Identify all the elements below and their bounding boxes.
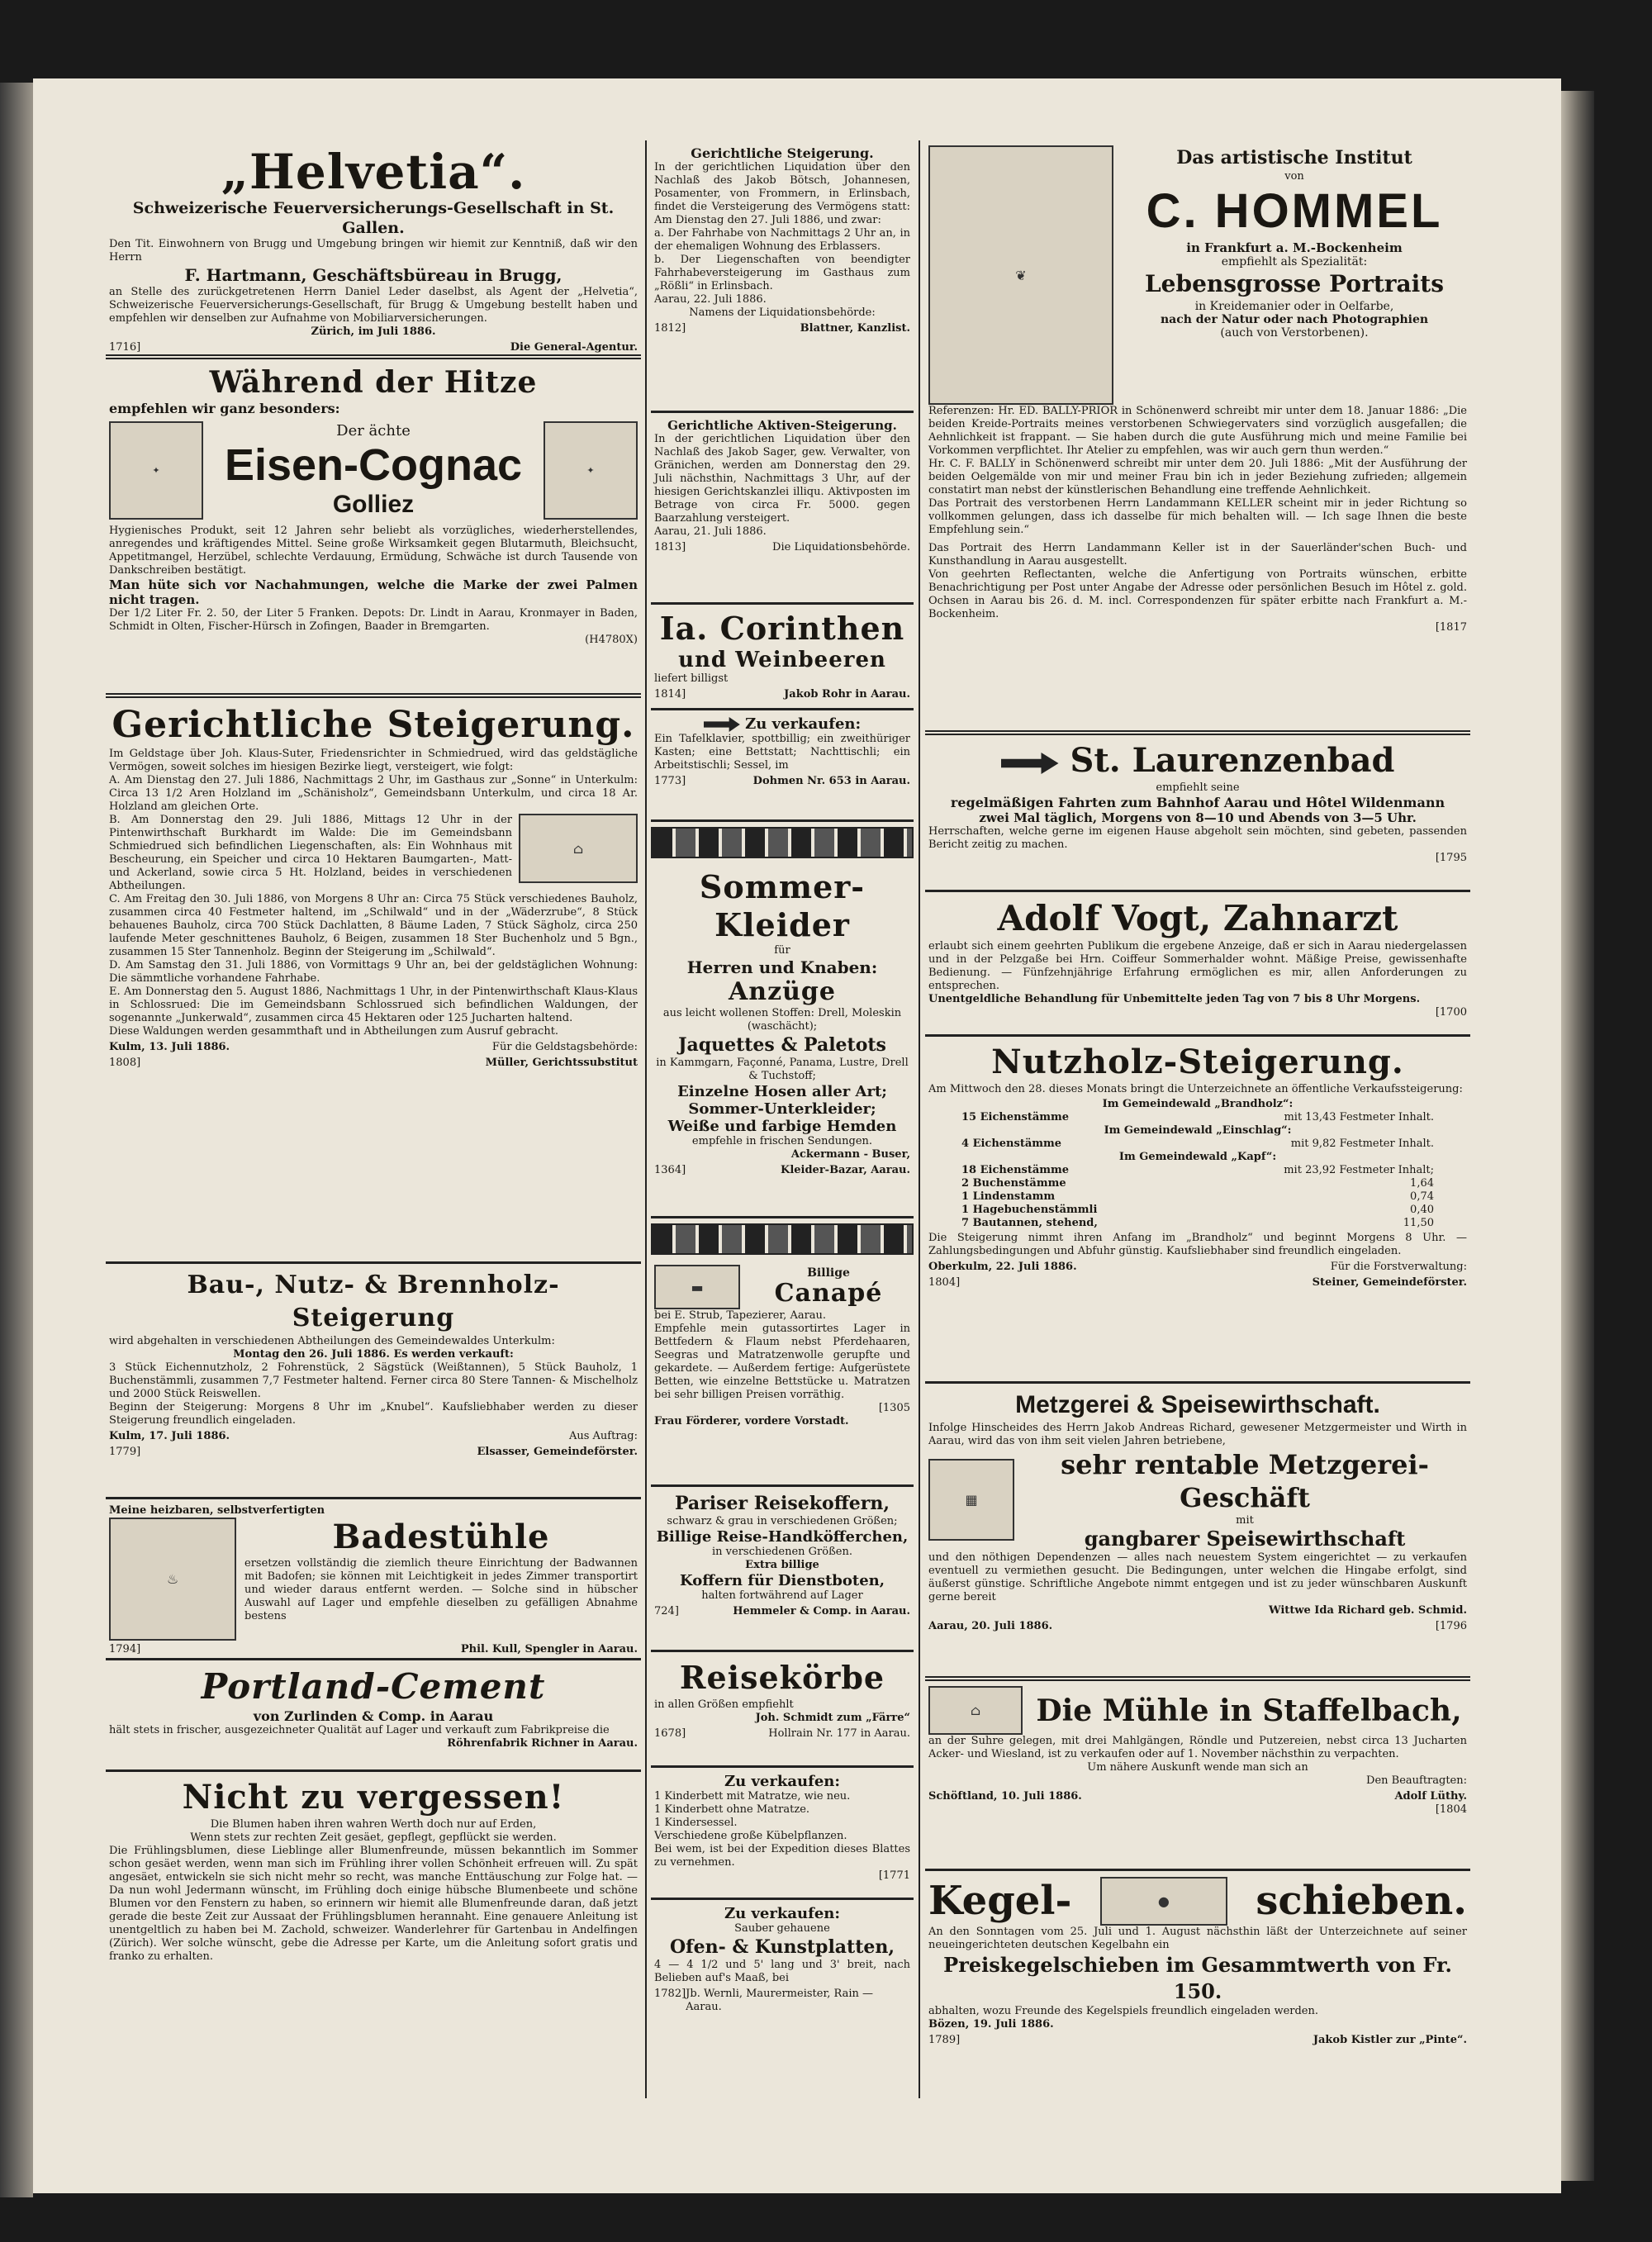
ad-authority: Für die Geldstagsbehörde:: [491, 1041, 638, 1053]
ad-authority: Aus Auftrag:: [568, 1430, 638, 1442]
ad-title: Gerichtliche Aktiven-Steigerung.: [667, 418, 897, 433]
ad-title: Reisekörbe: [679, 1659, 885, 1696]
ad-footer: [109, 1057, 638, 1070]
ad-footer: [109, 1041, 638, 1054]
building-icon: ▦: [928, 1459, 1014, 1541]
ad-nature: nach der Natur oder nach Photographien: [1160, 313, 1429, 326]
ad-title: Zu verkaufen:: [724, 1773, 841, 1790]
ad-display: Das Portrait des Herrn Landammann Keller ist in der Sauerländer'schen Buch- und Kunsthandlung in Aarau ausgestellt.: [928, 542, 1467, 568]
ad-footer: [109, 341, 638, 354]
ad-ref: [1796: [1435, 1620, 1467, 1632]
ad-laurenzenbad: [925, 735, 1470, 892]
ad-colors: schwarz & grau in verschiedenen Größen;: [667, 1515, 898, 1527]
ad-body: erlaubt sich einem geehrten Publikum die ergebene Anzeige, daß er sich in Aarau niedergelassen und in der Pelzgaße bei Hrn. Coiffeur Sommerhalder wohnt. Mäßige Preise, gewissenhafte Bedienung. — Fünfzehnjährige Erfahrung ermöglichen es mir, allen Anforderungen zu entsprechen.: [928, 940, 1467, 992]
portrait-illustration-icon: ❦: [928, 145, 1113, 405]
ad-footer: [109, 1430, 638, 1443]
ad-big: sehr rentable Metzgerei-Geschäft: [1061, 1449, 1429, 1513]
ad-place-date: Kulm, 13. Juli 1886.: [109, 1041, 230, 1053]
ad-ref: 1814]: [654, 688, 686, 701]
ad-wirt: gangbarer Speisewirthschaft: [1084, 1527, 1406, 1551]
ad-cognac: [106, 359, 641, 698]
hommel-header: [928, 145, 1467, 405]
ad-footer: [928, 2034, 1467, 2047]
ornament-band: [651, 827, 914, 858]
ad-title-text: Zu verkaufen:: [745, 715, 862, 733]
ad-note: Herrschaften, welche gerne im eigenen Hause abgeholt sein möchten, sind gebeten, passenden Bericht zeitig zu machen.: [928, 825, 1467, 851]
ad-place-date: Aarau, 21. Juli 1886.: [654, 525, 767, 538]
ad-send: empfehle in frischen Sendungen.: [691, 1135, 873, 1147]
ad-title: Adolf Vogt, Zahnarzt: [997, 898, 1398, 938]
ad-by: bei E. Strub, Tapezierer, Aarau.: [654, 1309, 827, 1322]
badestuehle-row: [109, 1518, 638, 1641]
bathtub-icon: ♨: [109, 1518, 236, 1641]
ad-hemden: Weiße und farbige Hemden: [667, 1118, 897, 1135]
list-item: [961, 1138, 1434, 1151]
ad-signer: Müller, Gerichtssubstitut: [485, 1057, 638, 1069]
ad-sommer-kleider: [651, 863, 914, 1218]
cognac-label-left-icon: ✦: [109, 421, 203, 520]
ad-signer: Frau Förderer, vordere Vorstadt.: [654, 1415, 849, 1427]
ad-koffer: [651, 1487, 914, 1652]
ad-verkaufen-kinderbett: [651, 1768, 914, 1900]
ad-ref: 1813]: [654, 541, 686, 553]
bowling-icon: ●: [1100, 1877, 1227, 1926]
ad-body: 4 — 4 1/2 und 5' lang und 3' breit, nach Belieben auf's Maaß, bei: [654, 1959, 910, 1984]
ad-signer: Hemmeler & Comp. in Aarau.: [733, 1605, 910, 1617]
item-label: 2 Buchenstämme: [961, 1177, 1066, 1190]
ad-canape: [651, 1260, 914, 1487]
ad-place-date: Zürich, im Juli 1886.: [311, 325, 436, 338]
ad-lead: empfiehlt seine: [1156, 781, 1240, 794]
list-item: 1 Kinderbett ohne Matratze.: [654, 1803, 810, 1816]
ad-body: In der gerichtlichen Liquidation über den Nachlaß des Jakob Sager, gew. Verwalter, von Gränichen, werden am Donnerstag den 29. Juli nächsthin, Nachmittags 3 Uhr, auf der hiesigen Gerichtskanzlei illiqu. Aktivposten im Betrage von circa Fr. 5000. gegen Baarzahlung versteigert.: [654, 433, 910, 525]
ad-ref: 1364]: [654, 1164, 686, 1176]
ad-ref: [1305: [878, 1402, 910, 1414]
ad-intro: Am Mittwoch den 28. dieses Monats bringt die Unterzeichnete an öffentliche Verkaufssteigerung:: [928, 1083, 1463, 1095]
ad-hommel: [925, 140, 1470, 735]
ad-item-c: C. Am Freitag den 30. Juli 1886, von Morgens 8 Uhr an: Circa 75 Stück verschiedenes Bauholz, zusammen circa 40 Festmeter haltend, im „Schilwald“ und in der „Wäderzrube“, 8 Stück behauenes Bauholz, circa 700 Stück Dachlatten, 8 Bäume Laden, 7 Stück Sägholz, circa 250 laufende Meter geschnittenes Bauholz, 6 Beigen, zusammen 18 Ster Buchenholz und 5 Bgn., zusammen 15 Ster Tannenholz. Beginn der Steigerung im „Schilwald“.: [109, 893, 638, 958]
ad-place-date: Bözen, 19. Juli 1886.: [928, 2018, 1054, 2031]
item-value: 0,74: [1410, 1190, 1434, 1203]
ad-signer: Dohmen Nr. 653 in Aarau.: [752, 775, 910, 787]
ad-body: an Stelle des zurückgetretenen Herrn Daniel Leder daselbst, als Agent der „Helvetia“, Schweizerische Feuerversicherungs-Gesellschaft, für Brugg & Umgebung bestellt haben und empfehlen wir denselben zur Aufnahme von Mobiliarversicherungen.: [109, 286, 638, 325]
ad-item-e: E. Am Donnerstag den 5. August 1886, Nachmittags 1 Uhr, in der Pintenwirthschaft Klaus-Klaus in Schlossrued: Die im Gemeindsbann Schlossrued sich befindlichen Waldungen, der sogenannte „Junkerwald“, zusammen circa 45 Hektaren oder 125 Jucharten haltend.: [109, 986, 638, 1024]
ad-subtitle: und Weinbeeren: [678, 648, 886, 672]
ad-footer: [654, 322, 910, 335]
ad-nutzholz: [925, 1037, 1470, 1384]
ad-title: Bau-, Nutz- & Brennholz-Steigerung: [187, 1271, 560, 1332]
ad-signer: Röhrenfabrik Richner in Aarau.: [447, 1737, 638, 1750]
ad-keller: Das Portrait des verstorbenen Herrn Landammann KELLER scheint mir in jeder Richtung so vollkommen gelungen, dass ich dasselbe für mich behalten will. — Ich sage Ihnen die beste Empfehlung sein.“: [928, 497, 1467, 536]
ad-fabrics2: in Kammgarn, Façonné, Panama, Lustre, Drell & Tuchstoff;: [656, 1057, 909, 1082]
ad-item-b-row: [109, 814, 638, 893]
ad-title: Gerichtliche Steigerung.: [112, 704, 635, 746]
ad-footer: [654, 541, 910, 554]
ad-body: an der Suhre gelegen, mit drei Mahlgängen, Röndle und Putzereien, nebst circa 13 Jucharten Acker- und Wiesland, ist zu verkaufen oder auf 1. November nächsthin zu verpachten.: [928, 1735, 1467, 1760]
ad-billige: Billige: [807, 1266, 850, 1280]
ad-title: Während der Hitze: [209, 365, 538, 400]
ad-ref: [1817: [1435, 621, 1467, 634]
ad-footer: [109, 1643, 638, 1656]
ad-dienst: Koffern für Dienstboten,: [679, 1572, 885, 1589]
ad-signer: Phil. Kull, Spengler in Aarau.: [460, 1643, 638, 1655]
ad-free: Unentgeldliche Behandlung für Unbemittelte jeden Tag von 7 bis 8 Uhr Morgens.: [928, 993, 1421, 1005]
ad-muehle: [925, 1681, 1470, 1871]
ad-verse: Wenn stets zur rechten Zeit gesäet, gepflegt, gepflückt sie werden.: [190, 1831, 557, 1844]
ad-closing: Diese Waldungen werden gesammthaft und in Abtheilungen zum Ausruf gebracht.: [109, 1025, 559, 1038]
ad-bauholz: [106, 1264, 641, 1499]
ad-signer: Jakob Kistler zur „Pinte“.: [1313, 2034, 1467, 2046]
ad-place: in Frankfurt a. M.-Bockenheim: [1186, 240, 1403, 255]
cognac-name: Eisen-Cognac: [224, 440, 523, 490]
ad-body: An den Sonntagen vom 25. Juli und 1. August nächsthin läßt der Unterzeichnete auf seiner neueingerichteten deutschen Kegelbahn ein: [928, 1926, 1467, 1951]
ad-footer: [109, 1446, 638, 1459]
ad-footer: [928, 1261, 1467, 1274]
ad-title: Ia. Corinthen: [659, 610, 905, 647]
ad-ref: 1812]: [654, 322, 686, 335]
ad-item-a: a. Der Fahrhabe von Nachmittags 2 Uhr an, in der ehemaligen Wohnung des Erblassers.: [654, 227, 910, 253]
ad-body: Den Tit. Einwohnern von Brugg und Umgebung bringen wir hiemit zur Kenntniß, daß wir den Herrn: [109, 238, 638, 264]
ad-metzgerei: [925, 1384, 1470, 1681]
ad-title: Portland-Cement: [201, 1666, 546, 1707]
ad-kegel: [925, 1871, 1470, 2069]
nutzholz-list: [928, 1096, 1467, 1232]
ad-ref: [1795: [1435, 852, 1467, 864]
column-1: [106, 140, 641, 2003]
metzgerei-big-block: [1023, 1448, 1467, 1551]
item-label: 1 Hagebuchenstämmli: [961, 1204, 1098, 1216]
column-rule-1: [645, 140, 647, 2098]
ad-bags: Billige Reise-Handköfferchen,: [656, 1528, 909, 1546]
ad-body: Hygienisches Produkt, seit 12 Jahren sehr beliebt als vorzügliches, wiederherstellendes, anregendes und kräftigendes Mittel. Seine große Wirksamkeit gegen Blutarmuth, Bleichsucht, Appetitmangel, Herzübel, schlechte Verdauung, Ermüdung, Schwäche ist durch Tausende von Dankschreiben bestätigt.: [109, 525, 638, 577]
column-2: [651, 140, 914, 2049]
ad-agent: F. Hartmann, Geschäftsbüreau in Brugg,: [184, 265, 563, 285]
ad-signer: Die Liquidationsbehörde.: [772, 541, 910, 553]
ad-intro: wird abgehalten in verschiedenen Abtheilungen des Gemeindewaldes Unterkulm:: [109, 1335, 555, 1347]
pointing-hand-icon: [1001, 753, 1059, 774]
ad-verkaufen-klavier: [651, 710, 914, 822]
ad-footer: [654, 688, 910, 701]
ad-ref: [1771: [878, 1869, 910, 1882]
item-value: 1,64: [1410, 1177, 1434, 1190]
canape-header: [654, 1265, 910, 1309]
ad-item-b: b. Der Liegenschaften von beendigter Fahrhabeversteigerung im Gasthaus zum „Rößli“ in Erlinsbach.: [654, 254, 910, 292]
list-item: [961, 1217, 1434, 1230]
ad-authority: Den Beauftragten:: [1366, 1774, 1467, 1787]
ad-items: 3 Stück Eichennutzholz, 2 Fohrenstück, 2 Sägstück (Weißtannen), 5 Stück Bauholz, 1 Buchenstämmli, zusammen 7,7 Festmeter haltend. Ferner circa 80 Stere Tannen- & Mischelholz und 2000 Stück Reiswellen.: [109, 1361, 638, 1400]
ad-title-part2: schieben.: [1256, 1878, 1467, 1924]
item-value: mit 13,43 Festmeter Inhalt.: [1284, 1111, 1434, 1123]
list-item: 1 Kindersessel.: [654, 1817, 738, 1829]
mill-icon: ⌂: [928, 1686, 1023, 1735]
list-heading: Im Gemeindewald „Kapf“:: [1118, 1151, 1277, 1163]
cognac-header: [109, 421, 638, 520]
list-item: Bei wem, ist bei der Expedition dieses Blattes zu vernehmen.: [654, 1843, 910, 1869]
ad-jaquettes: Jaquettes & Paletots: [678, 1034, 886, 1056]
ad-sizes: in verschiedenen Größen.: [712, 1546, 852, 1558]
ad-big: Ofen- & Kunstplatten,: [669, 1936, 895, 1958]
ad-place-date: Aarau, 20. Juli 1886.: [928, 1620, 1053, 1632]
ad-signer: Jakob Rohr in Aarau.: [784, 688, 910, 701]
item-label: 4 Eichenstämme: [961, 1138, 1062, 1150]
house-icon: ⌂: [519, 814, 638, 883]
ad-ref: [1700: [1435, 1006, 1467, 1019]
ad-place-date: Schöftland, 10. Juli 1886.: [928, 1790, 1082, 1803]
ad-title: „Helvetia“.: [221, 144, 526, 200]
cognac-maker: Golliez: [332, 491, 415, 518]
ad-footer: [928, 1790, 1467, 1803]
hommel-title-block: [1122, 145, 1467, 405]
ad-footer: [654, 775, 910, 788]
ad-stock: halten fortwährend auf Lager: [701, 1589, 863, 1602]
list-item: 1 Kinderbett mit Matratze, wie neu.: [654, 1790, 851, 1803]
ad-body: Ein Tafelklavier, spottbillig; ein zweithüriger Kasten; eine Bettstatt; Nachttischli; ein Arbeitstischli; Sessel, im: [654, 733, 910, 772]
ad-body: Empfehle mein gutassortirtes Lager in Bettfedern & Flaum nebst Pferdehaaren, Seegras und Matratzenwolle gerupfte und gekardete. — Außerdem fertige: Aufgerüstete Betten, wie einzelne Bettstücke u. Matratzen bei sehr billigen Preisen vorräthig.: [654, 1323, 910, 1401]
ad-note: liefert billigst: [654, 672, 729, 685]
ad-title-text: St. Laurenzenbad: [1070, 741, 1395, 780]
ad-warning: Man hüte sich vor Nachahmungen, welche die Marke der zwei Palmen nicht tragen.: [109, 577, 638, 607]
list-item: Verschiedene große Kübelpflanzen.: [654, 1830, 847, 1842]
ad-portraits: Lebensgrosse Portraits: [1144, 270, 1444, 297]
ad-unterkleider: Sommer-Unterkleider;: [688, 1100, 876, 1118]
list-item: [961, 1164, 1434, 1177]
ad-fabrics: aus leicht wollenen Stoffen: Drell, Moleskin (waschächt);: [662, 1007, 902, 1033]
ad-footer: [928, 1620, 1467, 1633]
ad-signer: Adolf Lüthy.: [1394, 1790, 1467, 1803]
ad-info: Von geehrten Reflectanten, welche die Anfertigung von Portraits wünschen, erbitte Benachrichtigung per Post unter Angabe der Adresse oder persönlichen Besuch im Hôtel z. gold. Ochsen in Aarau bis 26. d. M. incl. Correspondenzen für später erbitte nach Frankfurt a. M.-Bockenheim.: [928, 568, 1467, 620]
ad-date: Montag den 26. Juli 1886. Es werden verkauft:: [233, 1348, 514, 1361]
ad-signer: Kleider-Bazar, Aarau.: [781, 1164, 910, 1176]
ad-info: Um nähere Auskunft wende man sich an: [1087, 1761, 1308, 1774]
item-value: mit 9,82 Festmeter Inhalt.: [1290, 1138, 1434, 1150]
ad-item-d: D. Am Samstag den 31. Juli 1886, von Vormittags 9 Uhr an, bei der geldstäglichen Wohnung: Die sämmtliche vorhandene Fahrhabe.: [109, 959, 638, 985]
ad-von: von: [1284, 170, 1304, 183]
ad-intro: Im Geldstage über Joh. Klaus-Suter, Friedensrichter in Schmiedrued, wird das geldstägliche Vermögen, soweit solches im hiesigen Bezirke liegt, versteigert, wie folgt:: [109, 748, 638, 773]
cognac-product: [225, 422, 522, 519]
ad-signer: Blattner, Kanzlist.: [800, 322, 910, 335]
ad-lead: empfehlen wir ganz besonders:: [109, 401, 340, 416]
cognac-der-aechte: Der ächte: [336, 422, 411, 439]
ad-vogt: [925, 892, 1470, 1037]
ad-from: von Zurlinden & Comp. in Aarau: [253, 1708, 494, 1724]
list-item: [961, 1177, 1434, 1190]
ad-intro: Infolge Hinscheides des Herrn Jakob Andreas Richard, gewesener Metzgermeister und Wirth in Aarau, wird das von ihm seit vielen Jahren betriebene,: [928, 1422, 1467, 1447]
ad-refs: Referenzen: Hr. ED. BALLY-PRIOR in Schönenwerd schreibt mir unter dem 18. Januar 1886: „Die beiden Kreide-Portraits meines verstorbenen Schwiegervaters sind vorzüglich ausgefallen; die Aehnlichkeit ist frappant. — Sie haben durch die gute Ausführung mich und meine Familie bei Vorkommen verpflichtet. Ihr Atelier zu empfehlen, was wir auch gern thun werden.“: [928, 405, 1467, 457]
ad-corinthen: [651, 605, 914, 710]
ad-bally: Hr. C. F. BALLY in Schönenwerd schreibt mir unter dem 20. Juli 1886: „Mit der Ausführung der beiden Oelgemälde von mir und meiner Frau bin ich in jeder Beziehung zufrieden; allgemein constatirt man nebst der künstlerischen Behandlung eine treffende Aehnlichkeit.: [928, 458, 1467, 496]
ad-footer: [654, 1164, 910, 1177]
list-item: [961, 1190, 1434, 1204]
ad-firm: Joh. Schmidt zum „Färre“: [755, 1712, 910, 1724]
sofa-icon: ▬: [654, 1265, 740, 1309]
item-label: 1 Lindenstamm: [961, 1190, 1056, 1203]
ad-body: und den nöthigen Dependenzen — alles nach neuestem System eingerichtet — zu verkaufen eventuell zu vermiethen gesucht. Die Bedingungen, unter welchen die Hingabe erfolgt, sind äußerst günstige. Schriftliche Angebote nimmt entgegen und ist zu jeder wünschbaren Auskunft gerne bereit: [928, 1551, 1467, 1603]
list-heading: Im Gemeindewald „Brandholz“:: [1102, 1098, 1294, 1110]
ad-price: Der 1/2 Liter Fr. 2. 50, der Liter 5 Franken. Depots: Dr. Lindt in Aarau, Kronmayer in Baden, Schmidt in Olten, Fischer-Hürsch in Zofingen, Baader in Bremgarten.: [109, 607, 638, 633]
ad-mit: mit: [1236, 1514, 1254, 1527]
ad-title: Zu verkaufen:: [724, 1905, 841, 1922]
ad-title: Sommer-Kleider: [699, 868, 866, 943]
ad-prize: Preiskegelschieben im Gesammtwerth von Fr. 150.: [943, 1953, 1452, 2003]
ad-body: ersetzen vollständig die ziemlich theure Einrichtung der Badwannen mit Badofen; sie können mit Leichtigkeit in jedes Zimmer transportirt und wieder daraus entfernt werden. — Solche sind in hübscher Auswahl auf Lager und empfehle dieselben zu gefälligen Abnahme bestens: [244, 1557, 638, 1622]
ad-title: Canapé: [774, 1279, 883, 1308]
ad-portland: [106, 1660, 641, 1772]
ad-for: für: [774, 944, 790, 957]
ad-footer: [654, 1988, 910, 2014]
ad-item-a: A. Am Dienstag den 27. Juli 1886, Nachmittags 2 Uhr, im Gasthaus zur „Sonne“ in Unterkulm: Circa 13 1/2 Aren Holzland im „Schänisholz“, Gemeindsbann Unterkulm, und circa 18 Ar. Holzland am gleichen Orte.: [109, 774, 638, 813]
item-value: 11,50: [1403, 1217, 1434, 1229]
canape-title-block: [747, 1266, 910, 1308]
ad-dead: (auch von Verstorbenen).: [1220, 326, 1369, 340]
ad-title-part1: Kegel-: [928, 1878, 1072, 1924]
ad-begin: Die Steigerung nimmt ihren Anfang im „Brandholz“ und beginnt Morgens 8 Uhr. — Zahlungsbedingungen und Abfuhr günstig. Kaufsliebhaber sind freundlich eingeladen.: [928, 1232, 1467, 1257]
ad-helvetia: [106, 140, 641, 359]
ad-item-b: B. Am Donnerstag den 29. Juli 1886, Mittags 12 Uhr in der Pintenwirthschaft Burkhardt im Walde: Die im Gemeindsbann Schmiedrued sich befindlichen Liegenschaften, als: Ein Wohnhaus mit Bescheurung, ein Speicher und circa 10 Hektaren Baumgarten-, Matt- und Ackerland, sowie circa 5 Ht. Holzland, beides in verschiedenen Abtheilungen.: [109, 814, 512, 892]
ad-title: [928, 740, 1467, 781]
ad-footer: [928, 1276, 1467, 1290]
ad-ref: 1678]: [654, 1727, 686, 1740]
ad-ref: 1804]: [928, 1276, 961, 1289]
ad-media: in Kreidemanier oder in Oelfarbe,: [1194, 300, 1394, 313]
kegel-header: [928, 1876, 1467, 1926]
ad-signature: Die General-Agentur.: [510, 341, 638, 354]
item-value: mit 23,92 Festmeter Inhalt;: [1284, 1164, 1434, 1176]
ad-title: Gerichtliche Steigerung.: [691, 145, 874, 161]
ad-signer: Elsasser, Gemeindeförster.: [477, 1446, 638, 1458]
ad-signer: Jb. Wernli, Maurermeister, Rain — Aarau.: [686, 1988, 873, 2013]
ad-ref: 1794]: [109, 1643, 141, 1655]
cognac-label-right-icon: ✦: [544, 421, 638, 520]
ad-gerichtliche-steigerung: [106, 698, 641, 1264]
ad-authority: Für die Forstverwaltung:: [1330, 1261, 1467, 1273]
ad-badestuehle: [106, 1499, 641, 1660]
item-label: 15 Eichenstämme: [961, 1111, 1070, 1123]
ad-body: in allen Größen empfiehlt: [654, 1698, 794, 1711]
ad-ref: 1773]: [654, 775, 686, 787]
ad-ref: 1789]: [928, 2034, 961, 2046]
ad-reisekoerbe: [651, 1652, 914, 1768]
ad-ref: 724]: [654, 1605, 679, 1617]
ad-begin: Beginn der Steigerung: Morgens 8 Uhr im „Knubel“. Kaufsliebhaber werden zu dieser Steigerung freundlich eingeladen.: [109, 1401, 638, 1427]
ad-extra: Extra billige: [745, 1559, 819, 1571]
ad-ref: (H4780X): [585, 634, 638, 646]
ad-ref: [1804: [1435, 1803, 1467, 1816]
right-page-edge: [1561, 91, 1594, 2181]
list-item: [961, 1204, 1434, 1217]
ad-footer: [654, 1605, 910, 1618]
ad-authority: Namens der Liquidationsbehörde:: [689, 306, 876, 319]
ad-steigerung-boetsch: [651, 140, 914, 413]
ad-signer: Steiner, Gemeindeförster.: [1312, 1276, 1467, 1289]
item-label: 7 Bautannen, stehend,: [961, 1217, 1098, 1229]
ad-subtitle: Sauber gehauene: [734, 1922, 830, 1935]
ad-subtitle: Schweizerische Feuerversicherungs-Gesellschaft in St. Gallen.: [132, 199, 615, 237]
ad-address: Hollrain Nr. 177 in Aarau.: [768, 1727, 910, 1740]
ad-ofenplatten: [651, 1900, 914, 2049]
ad-body: hält stets in frischer, ausgezeichneter Qualität auf Lager und verkauft zum Fabrikpreise die: [109, 1724, 610, 1736]
ad-title: Pariser Reisekoffern,: [674, 1493, 890, 1514]
ad-title: Die Mühle in Staffelbach,: [1036, 1693, 1462, 1728]
ad-signer: Wittwe Ida Richard geb. Schmid.: [1269, 1604, 1467, 1617]
ad-place-date: Aarau, 22. Juli 1886.: [654, 293, 767, 306]
ad-anzuege: Anzüge: [729, 977, 836, 1006]
item-label: 18 Eichenstämme: [961, 1164, 1070, 1176]
badestuehle-text: [244, 1518, 638, 1641]
ornament-band: [651, 1223, 914, 1255]
ad-place-date: Oberkulm, 22. Juli 1886.: [928, 1261, 1077, 1273]
ad-ref: 1779]: [109, 1446, 141, 1458]
item-value: 0,40: [1410, 1204, 1434, 1216]
ad-times: zwei Mal täglich, Morgens von 8—10 und Abends von 3—5 Uhr.: [979, 810, 1417, 825]
ad-aktiven: [651, 413, 914, 605]
ad-place-date: Kulm, 17. Juli 1886.: [109, 1430, 230, 1442]
ad-name: C. HOMMEL: [1146, 184, 1443, 238]
ad-title: [654, 715, 910, 733]
ad-hosen: Einzelne Hosen aller Art;: [677, 1083, 887, 1100]
ad-title: Nutzholz-Steigerung.: [991, 1043, 1404, 1081]
column-rule-2: [919, 140, 920, 2098]
ad-trips: regelmäßigen Fahrten zum Bahnhof Aarau und Hôtel Wildenmann: [950, 795, 1446, 810]
ad-body: Die Frühlingsblumen, diese Lieblinge aller Blumenfreunde, müssen bekanntlich im Sommer schon gesäet werden, wenn man sich im Frühling ihrer vollen Schönheit erfreuen will. Zu spät angesäet, entwickeln sie sich nicht mehr so recht, was manche Enttäuschung zur Folge hat. — Da nun wohl Jedermann wünscht, im Frühling doch einige hübsche Blumenbeete und schöne Blumen vor den Fenstern zu haben, so erinnern wir hiemit alle Blumenfreunde daran, daß jetzt gerade die beste Zeit zur Aussaat der Frühlingsblumen herannaht. Eine genauere Anleitung ist unentgeltlich zu haben bei M. Zachold, schweizer. Wanderlehrer für Gartenbau in Andelfingen (Zürich). Wer solche wünscht, gebe die Adresse per Karte, um die Anleitung sofort gratis und franko zu erhalten.: [109, 1845, 638, 1963]
list-item: [961, 1111, 1434, 1124]
ad-ref: 1808]: [109, 1057, 141, 1069]
ad-spec: empfiehlt als Spezialität:: [1221, 255, 1368, 268]
ad-verse: Die Blumen haben ihren wahren Werth doch nur auf Erden,: [210, 1818, 537, 1831]
ad-firm: Ackermann - Buser,: [790, 1148, 910, 1161]
ad-body: In der gerichtlichen Liquidation über den Nachlaß des Jakob Bötsch, Johannesen, Posamenter, von Frommern, in Erlinsbach, findet die Versteigerung des Vermögens statt: Am Dienstag den 27. Juli 1886, und zwar:: [654, 161, 910, 226]
ad-title: Metzgerei & Speisewirthschaft.: [1015, 1391, 1380, 1418]
pointing-hand-icon: [704, 717, 740, 732]
ad-title: Badestühle: [332, 1518, 550, 1556]
ad-footer: [654, 1727, 910, 1741]
ad-ref: 1716]: [109, 341, 141, 354]
left-page-edge: [0, 83, 33, 2197]
ad-kicker: Das artistische Institut: [1176, 147, 1412, 169]
muehle-header: [928, 1686, 1467, 1735]
ad-nicht-vergessen: [106, 1772, 641, 2003]
column-3: [925, 140, 1470, 2069]
ad-title: Nicht zu vergessen!: [182, 1778, 565, 1817]
ad-ref: 1782]: [654, 1988, 686, 2000]
metzgerei-row: [928, 1448, 1467, 1551]
ad-who: Herren und Knaben:: [686, 957, 878, 977]
list-heading: Im Gemeindewald „Einschlag“:: [1104, 1124, 1292, 1137]
ad-lead: Meine heizbaren, selbstverfertigten: [109, 1504, 325, 1517]
ad-invite: abhalten, wozu Freunde des Kegelspiels freundlich eingeladen werden.: [928, 2005, 1318, 2017]
